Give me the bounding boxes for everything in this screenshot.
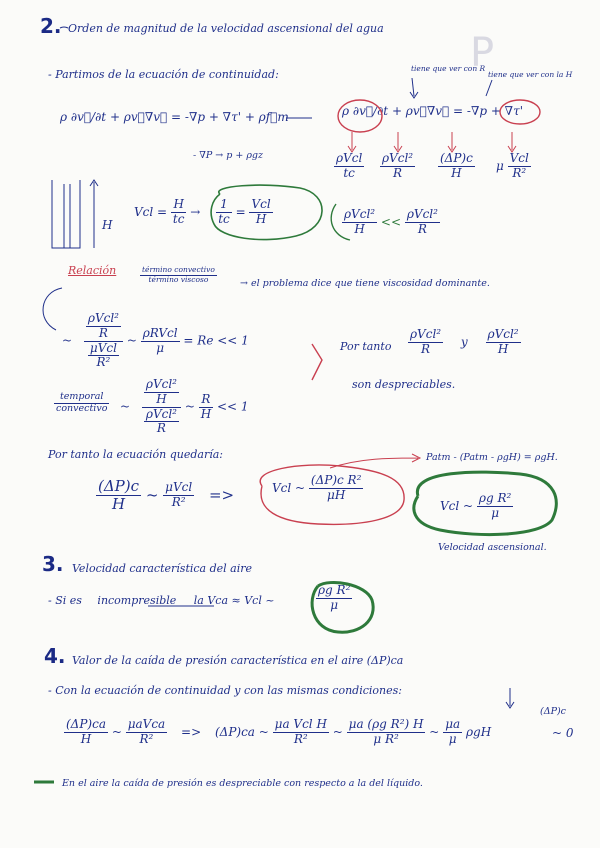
relacion-ratio: $\frac{\text{término convectivo}}{\text{término viscoso}}$ (142, 265, 215, 284)
section-3-body: - Si es incompresible la Vca ≈ Vcl ~ (48, 594, 275, 607)
vcl-estimate: Vcl = $\frac{H}{tc}$ → $\frac{1}{tc}$ = $\frac{\text{Vcl}}{H}$ (134, 197, 271, 226)
tube-sketch (40, 178, 100, 250)
approx-zero: ~ 0 (552, 726, 574, 740)
vca-result: $\frac{\text{ρg R²}}{\mu}$ (318, 583, 351, 612)
relacion-label: Relación (68, 264, 117, 277)
faint-mark: P (470, 30, 495, 76)
quedaria-text: Por tanto la ecuación quedaría: (48, 448, 223, 461)
term-temporal: $\frac{\text{ρVcl}}{tc}$ (336, 151, 363, 180)
momentum-equation: ρ ∂v⃗/∂t + ρv⃗∇v⃗ = -∇p + ∇τ' + ρf⃗m (60, 110, 289, 124)
despreciables-note: son despreciables. (352, 378, 456, 391)
momentum-equation-simplified: ρ ∂v⃗/∂t + ρv⃗∇v⃗ = -∇p + ∇τ' (342, 104, 524, 118)
section-2-number: 2. (40, 14, 62, 38)
conclusion-text: En el aire la caída de presión es despreciable con respecto a la del líquido. (62, 778, 423, 789)
section-4-number: 4. (44, 644, 66, 668)
continuity-intro: - Partimos de la ecuación de continuidad: (48, 68, 279, 81)
term-pressure: $\frac{(\Delta P)c}{H}$ (440, 151, 473, 180)
note-H: tiene que ver con la H (488, 70, 573, 79)
term-viscous: μ $\frac{\text{Vcl}}{\text{R²}}$ (496, 151, 529, 180)
temporal-convectivo-ratio: $\frac{\text{temporal}}{\text{convectivo}}$ (56, 391, 108, 414)
section-2-title: Orden de magnitud de la velocidad ascensional del agua (68, 22, 384, 35)
vcl-pressure-form: Vcl ~ $\frac{\text{(ΔP)c R²}}{\mu H}$ (272, 473, 362, 502)
section-3-title: Velocidad característica del aire (72, 562, 253, 575)
term-convective: $\frac{\text{ρVcl²}}{R}$ (382, 151, 414, 180)
vcl-result: Vcl ~ $\frac{\text{ρg R²}}{\mu}$ (440, 491, 512, 520)
height-label: H (102, 218, 113, 232)
note-R: tiene que ver con R (411, 64, 486, 73)
dp-c-label: (ΔP)c (540, 706, 566, 717)
por-tanto-label: Por tanto (340, 340, 392, 353)
patm-note: Patm - (Patm - ρgH) = ρgH. (426, 452, 558, 463)
section-4-title: Valor de la caída de presión característica en el aire (ΔP)ca (72, 654, 404, 667)
negligible-terms: $\frac{\text{ρVcl²}}{R}$ y $\frac{\text{ρVcl²}}{H}$ (410, 327, 519, 356)
temporal-ratio: ~ $\frac{\frac{\text{ρVcl²}}{H}}{\frac{\text{ρVcl²}}{R}}$ ~ $\frac{R}{H}$ << 1 (120, 377, 249, 436)
pressure-gradient-note: - ∇P → p + ρgz (193, 150, 264, 161)
final-balance: $\frac{(\Delta P)c}{H}$ ~ $\frac{\text{μVcl}}{\text{R²}}$ => (98, 477, 235, 514)
section-4-intro: - Con la ecuación de continuidad y con las mismas condiciones: (48, 684, 402, 697)
air-pressure-estimate: $\frac{(\Delta P)ca}{H}$ ~ $\frac{\text{μaVca}}{\text{R²}}$ => (ΔP)ca ~ $\frac{\text{μa Vcl H}}{\text{R²}}$ ~ $\frac{\text{μa (ρg R²) H}}{\text{μ R²}}$ ~ $\frac{\mu a}{\mu}$ ρgH (66, 717, 492, 746)
velocidad-ascensional-label: Velocidad ascensional. (438, 542, 547, 553)
term-comparison: $\frac{\text{ρVcl²}}{H}$ << $\frac{\text{ρVcl²}}{R}$ (344, 207, 438, 236)
reynolds-ratio: ~ $\frac{\frac{\text{ρVcl²}}{R}}{\frac{\text{μVcl}}{\text{R²}}}$ ~ $\frac{\text{ρRVcl}}{\mu}$ = Re << 1 (62, 311, 249, 370)
relacion-comment: → el problema dice que tiene viscosidad dominante. (240, 278, 490, 289)
section-3-number: 3. (42, 552, 64, 576)
